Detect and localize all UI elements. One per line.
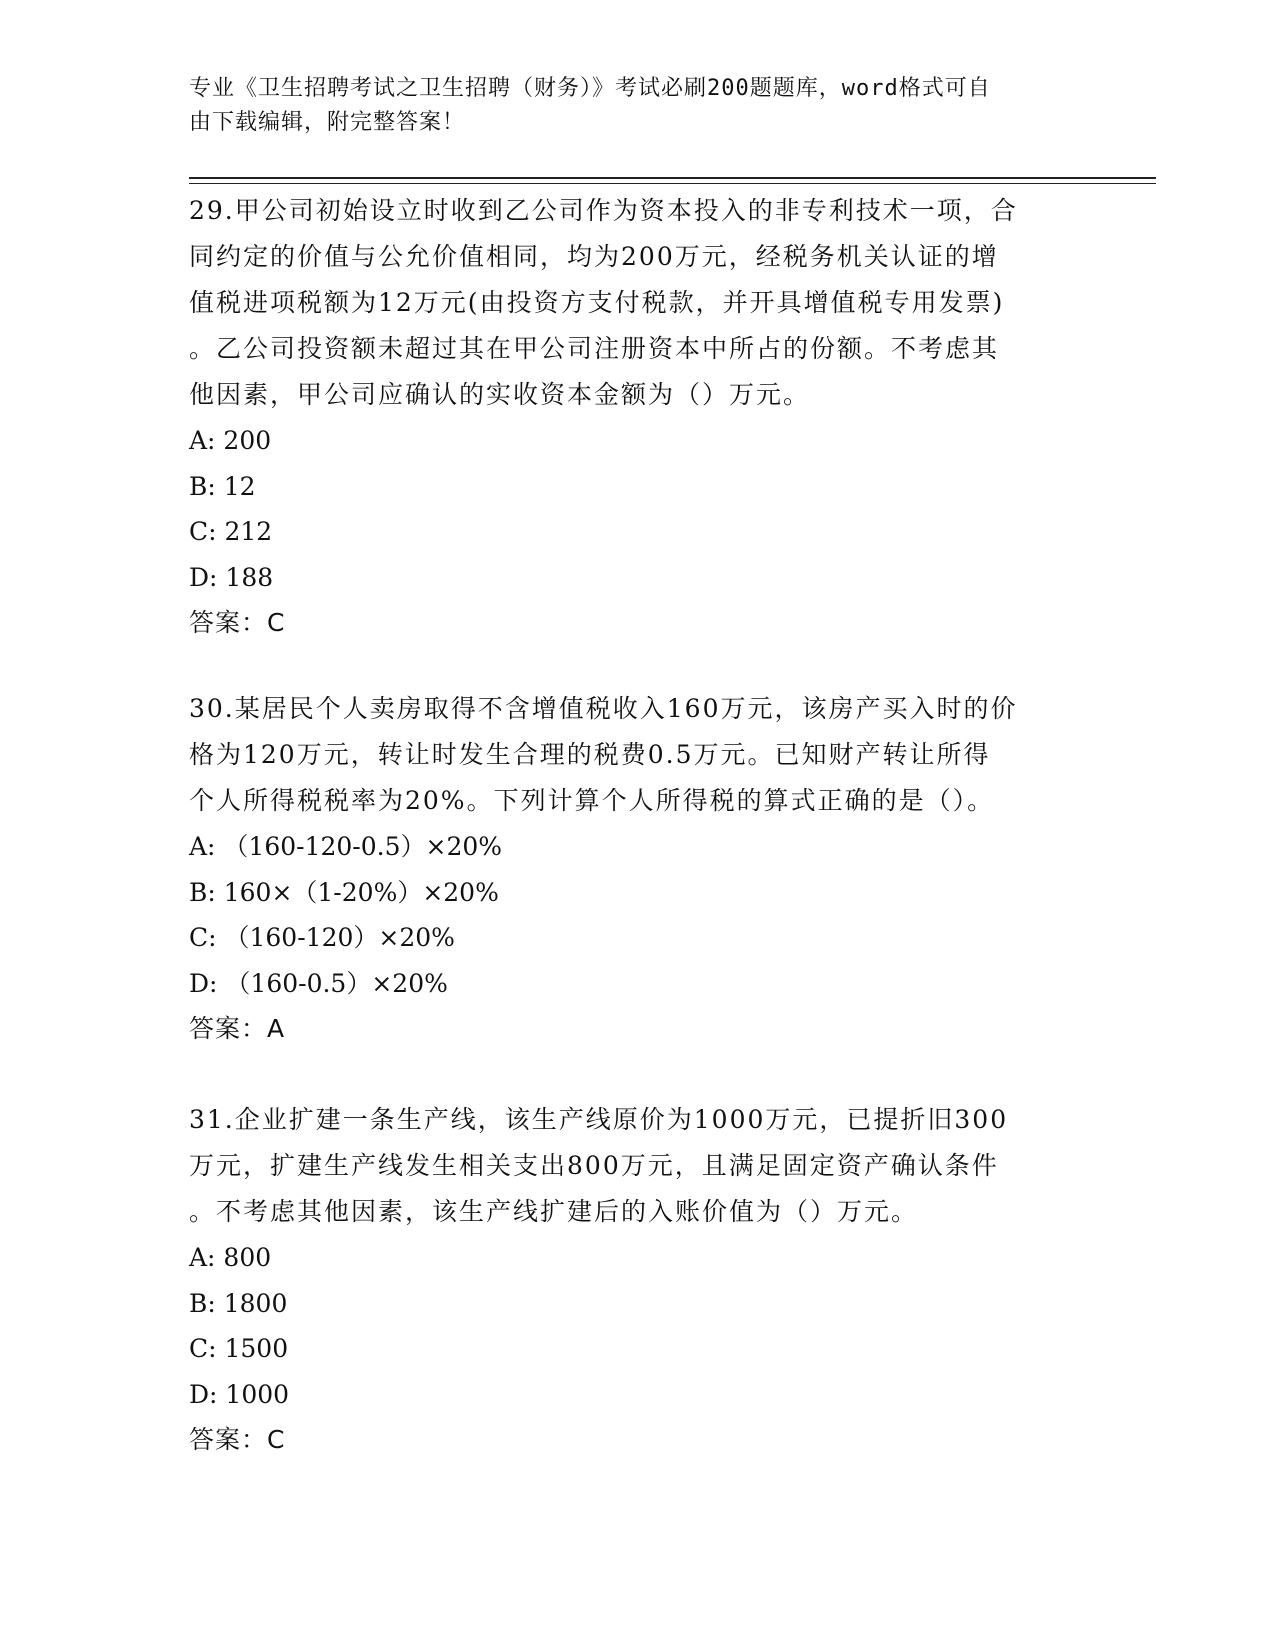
answer-line: 答案：C [189, 1425, 286, 1454]
stem-line: 。不考虑其他因素，该生产线扩建后的入账价值为（）万元。 [189, 1197, 919, 1226]
stem-line: 29.甲公司初始设立时收到乙公司作为资本投入的非专利技术一项，合 [189, 196, 1018, 225]
stem-line: 31.企业扩建一条生产线，该生产线原价为1000万元，已提折旧300 [189, 1105, 1009, 1134]
document-header [189, 72, 1069, 140]
option-b: B: 12 [189, 471, 256, 501]
stem-line: 万元，扩建生产线发生相关支出800万元，且满足固定资产确认条件 [189, 1151, 999, 1180]
option-b: B: 160×（1-20%）×20% [189, 877, 499, 907]
question-31 [189, 1097, 1079, 1463]
question-29 [189, 188, 1079, 646]
option-b: B: 1800 [189, 1288, 288, 1318]
option-c: C: （160-120）×20% [189, 923, 455, 952]
stem-line: 值税进项税额为12万元(由投资方支付税款，并开具增值税专用发票) [189, 288, 1005, 317]
stem-line: 个人所得税税率为20%。下列计算个人所得税的算式正确的是（）。 [189, 786, 995, 815]
stem-line: 同约定的价值与公允价值相同，均为200万元，经税务机关认证的增 [189, 242, 999, 271]
option-d: D: 188 [189, 562, 274, 592]
answer-line: 答案：A [189, 1014, 286, 1043]
stem-line: 30.某居民个人卖房取得不含增值税收入160万元，该房产买入时的价 [189, 694, 1018, 723]
option-c: C: 1500 [189, 1334, 289, 1363]
option-a: A: 800 [189, 1243, 272, 1272]
question-30 [189, 686, 1079, 1052]
stem-line: 。乙公司投资额未超过其在甲公司注册资本中所占的份额。不考虑其 [189, 334, 1000, 363]
header-line-2: 由下载编辑，附完整答案！ [189, 110, 466, 135]
option-d: D: 1000 [189, 1379, 290, 1409]
option-a: A: （160-120-0.5）×20% [189, 832, 503, 861]
option-c: C: 212 [189, 517, 273, 546]
option-d: D: （160-0.5）×20% [189, 968, 448, 998]
header-divider-thin [189, 183, 1156, 184]
question-stem [189, 188, 1079, 418]
answer-line: 答案：C [189, 608, 286, 637]
question-stem [189, 686, 1079, 824]
stem-line: 格为120万元，转让时发生合理的税费0.5万元。已知财产转让所得 [189, 740, 991, 769]
header-line-1: 专业《卫生招聘考试之卫生招聘（财务）》考试必刷200题题库，word格式可自 [189, 76, 991, 101]
question-stem [189, 1097, 1079, 1235]
stem-line: 他因素，甲公司应确认的实收资本金额为（）万元。 [189, 380, 811, 409]
header-divider-thick [189, 177, 1156, 179]
option-a: A: 200 [189, 426, 272, 455]
